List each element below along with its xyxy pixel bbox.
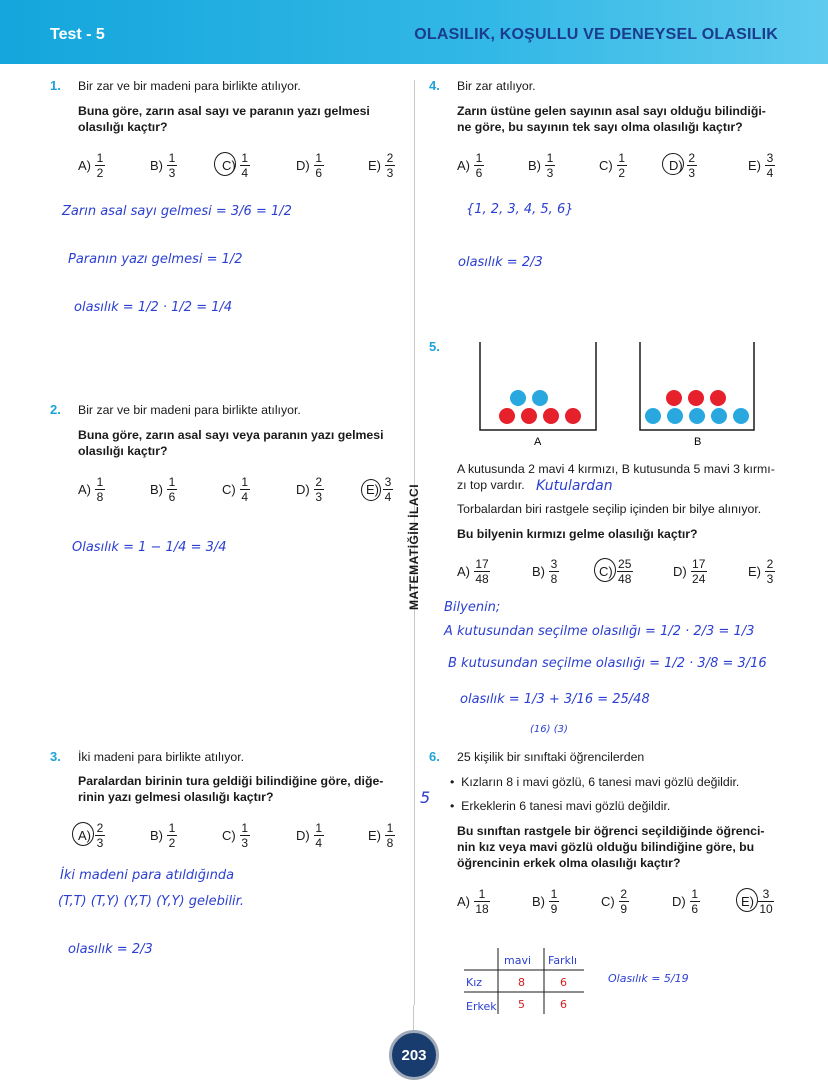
q5-option-e-den: 3 bbox=[766, 572, 774, 586]
q5-option-d-label: D) bbox=[673, 564, 687, 579]
q6-option-d-den: 6 bbox=[691, 902, 699, 916]
q6-option-a-den: 18 bbox=[475, 902, 489, 916]
q5-option-a-label: A) bbox=[457, 564, 470, 579]
q3-option-c-label: C) bbox=[222, 828, 236, 843]
q5-number: 5. bbox=[429, 339, 440, 354]
q1-option-d-num: 1 bbox=[315, 151, 323, 165]
side-brand-label bbox=[407, 483, 425, 610]
q1-option-c-label: C) bbox=[222, 158, 236, 173]
q2-option-a-label: A) bbox=[78, 482, 91, 497]
q5-stem-line1: A kutusunda 2 mavi 4 kırmızı, B kutusunda 5 mavi 3 kırmı- bbox=[457, 462, 775, 476]
q4-note-1: {1, 2, 3, 4, 5, 6} bbox=[466, 202, 574, 217]
q5-option-a-den: 48 bbox=[475, 572, 489, 586]
q4-question-line1: Zarın üstüne gelen sayının asal sayı olduğu bilindiği- bbox=[457, 104, 766, 118]
q6-option-b-label: B) bbox=[532, 894, 545, 909]
q3-number: 3. bbox=[50, 749, 61, 764]
q3-option-b-label: B) bbox=[150, 828, 163, 843]
q1-stem: Bir zar ve bir madeni para birlikte atılıyor. bbox=[78, 79, 301, 93]
q6-question-line1: Bu sınıftan rastgele bir öğrenci seçildiğinde öğrenci- bbox=[457, 824, 765, 838]
q2-option-c-label: C) bbox=[222, 482, 236, 497]
q1-option-d[interactable] bbox=[296, 152, 324, 179]
q3-option-a-den: 3 bbox=[96, 836, 104, 850]
q2-number: 2. bbox=[50, 402, 61, 417]
q1-option-c-den: 4 bbox=[241, 166, 249, 180]
q4-option-a[interactable] bbox=[457, 152, 484, 179]
q3-stem: İki madeni para birlikte atılıyor. bbox=[78, 750, 245, 764]
q4-option-e-num: 3 bbox=[766, 151, 774, 165]
q6-option-c[interactable] bbox=[601, 888, 629, 915]
q3-option-e-den: 8 bbox=[386, 836, 394, 850]
q3-option-a-num: 2 bbox=[96, 821, 104, 835]
q3-option-b[interactable] bbox=[150, 822, 177, 849]
q1-option-b-num: 1 bbox=[168, 151, 176, 165]
q5-option-c-num: 25 bbox=[618, 557, 632, 571]
q2-question-line2: olasılığı kaçtır? bbox=[78, 444, 168, 458]
blue-ball bbox=[711, 408, 727, 424]
red-ball bbox=[565, 408, 581, 424]
q1-option-b[interactable] bbox=[150, 152, 177, 179]
q5-option-e-label: E) bbox=[748, 564, 761, 579]
q5-option-c[interactable] bbox=[599, 558, 633, 585]
q4-option-a-num: 1 bbox=[475, 151, 483, 165]
q1-option-e[interactable] bbox=[368, 152, 395, 179]
q4-option-e-den: 4 bbox=[766, 166, 774, 180]
q6-option-e[interactable] bbox=[741, 888, 774, 915]
red-ball bbox=[521, 408, 537, 424]
q3-option-b-den: 2 bbox=[168, 836, 176, 850]
q5-boxes-figure bbox=[470, 338, 760, 450]
table-cell: 5 bbox=[518, 998, 525, 1011]
red-ball bbox=[688, 390, 704, 406]
q1-question-line2: olasılığı kaçtır? bbox=[78, 120, 168, 134]
q1-option-a-num: 1 bbox=[96, 151, 104, 165]
q6-option-b-num: 1 bbox=[550, 887, 558, 901]
q3-option-e-num: 1 bbox=[386, 821, 394, 835]
q3-option-e-label: E) bbox=[368, 828, 381, 843]
q3-option-a[interactable] bbox=[78, 822, 105, 849]
q4-option-e-label: E) bbox=[748, 158, 761, 173]
q5-option-e[interactable] bbox=[748, 558, 775, 585]
section-title: OLASILIK, KOŞULLU VE DENEYSEL OLASILIK bbox=[414, 26, 778, 43]
q4-option-c[interactable] bbox=[599, 152, 627, 179]
q2-question-line1: Buna göre, zarın asal sayı veya paranın yazı gelmesi bbox=[78, 428, 384, 442]
q1-option-b-den: 3 bbox=[168, 166, 176, 180]
q5-stem-line2: zı top vardır. bbox=[457, 478, 525, 492]
q2-option-e-den: 4 bbox=[384, 490, 392, 504]
q4-option-b-num: 1 bbox=[546, 151, 554, 165]
q3-question-line2: rinin yazı gelmesi olasılığı kaçtır? bbox=[78, 790, 274, 804]
red-ball bbox=[499, 408, 515, 424]
q4-option-b-den: 3 bbox=[546, 166, 554, 180]
q6-note-result: Olasılık = 5/19 bbox=[608, 972, 689, 985]
q6-option-c-den: 9 bbox=[620, 902, 628, 916]
blue-ball bbox=[667, 408, 683, 424]
red-ball bbox=[543, 408, 559, 424]
table-row-erkek: Erkek bbox=[466, 1000, 497, 1013]
q5-note-bilyenin: Bilyenin; bbox=[444, 600, 501, 615]
q5-option-d[interactable] bbox=[673, 558, 707, 585]
q2-note-1: Olasılık = 1 − 1/4 = 3/4 bbox=[72, 540, 227, 555]
q5-option-b[interactable] bbox=[532, 558, 559, 585]
q3-option-a-label: A) bbox=[78, 828, 91, 843]
q6-question-line2: nin kız veya mavi gözlü olduğu bilindiğine göre, bu bbox=[457, 840, 755, 854]
q4-option-d-den: 3 bbox=[688, 166, 696, 180]
box-a bbox=[480, 342, 596, 430]
q5-note-b-kutusu: B kutusundan seçilme olasılığı = 1/2 · 3/8 = 3/16 bbox=[448, 656, 767, 671]
q6-stem: 25 kişilik bir sınıftaki öğrencilerden bbox=[457, 750, 645, 764]
q3-option-d-den: 4 bbox=[315, 836, 323, 850]
q5-option-d-num: 17 bbox=[692, 557, 706, 571]
q1-note-3: olasılık = 1/2 · 1/2 = 1/4 bbox=[74, 300, 233, 315]
q6-option-a-label: A) bbox=[457, 894, 470, 909]
q6-bullet-1-text: Kızların 8 i mavi gözlü, 6 tanesi mavi gözlü değildir. bbox=[461, 775, 740, 789]
q2-stem: Bir zar ve bir madeni para birlikte atılıyor. bbox=[78, 403, 301, 417]
q6-option-d[interactable] bbox=[672, 888, 700, 915]
blue-ball bbox=[645, 408, 661, 424]
q2-option-b[interactable] bbox=[150, 476, 177, 503]
q5-note-kutulardan: Kutulardan bbox=[536, 478, 613, 494]
q2-option-b-label: B) bbox=[150, 482, 163, 497]
q5-option-c-den: 48 bbox=[618, 572, 632, 586]
q6-option-e-label: E) bbox=[741, 894, 754, 909]
q5-note-a-kutusu: A kutusundan seçilme olasılığı = 1/2 · 2/3 = 1/3 bbox=[444, 624, 755, 639]
q5-note-multipliers: (16) (3) bbox=[530, 724, 568, 735]
q5-note-result: olasılık = 1/3 + 3/16 = 25/48 bbox=[460, 692, 650, 707]
q1-option-e-den: 3 bbox=[386, 166, 394, 180]
q3-note-3: olasılık = 2/3 bbox=[68, 942, 153, 957]
q1-note-2: Paranın yazı gelmesi = 1/2 bbox=[68, 252, 243, 267]
q4-option-a-den: 6 bbox=[475, 166, 483, 180]
q5-option-e-num: 2 bbox=[766, 557, 774, 571]
q2-option-b-num: 1 bbox=[168, 475, 176, 489]
q3-note-2: (T,T) (T,Y) (Y,T) (Y,Y) gelebilir. bbox=[58, 894, 244, 909]
q1-option-a-label: A) bbox=[78, 158, 91, 173]
q5-option-b-den: 8 bbox=[550, 572, 558, 586]
q4-option-c-den: 2 bbox=[618, 166, 626, 180]
q6-option-e-num: 3 bbox=[762, 887, 770, 901]
q6-option-d-label: D) bbox=[672, 894, 686, 909]
q2-option-d-den: 3 bbox=[315, 490, 323, 504]
q2-option-d[interactable] bbox=[296, 476, 324, 503]
page-number: 203 bbox=[389, 1030, 439, 1080]
q6-option-e-den: 10 bbox=[759, 902, 773, 916]
q3-option-d[interactable] bbox=[296, 822, 324, 849]
q5-option-a[interactable] bbox=[457, 558, 490, 585]
q1-option-d-den: 6 bbox=[315, 166, 323, 180]
q2-option-e-label: E) bbox=[366, 482, 379, 497]
red-ball bbox=[666, 390, 682, 406]
q3-option-c-den: 3 bbox=[241, 836, 249, 850]
q4-note-2: olasılık = 2/3 bbox=[458, 255, 543, 270]
blue-ball bbox=[689, 408, 705, 424]
q3-question-line1: Paralardan birinin tura geldiği bilindiğine göre, diğe- bbox=[78, 774, 384, 788]
q5-option-b-num: 3 bbox=[550, 557, 558, 571]
q4-option-a-label: A) bbox=[457, 158, 470, 173]
q6-option-c-label: C) bbox=[601, 894, 615, 909]
header-bar bbox=[0, 0, 828, 64]
q4-option-b-label: B) bbox=[528, 158, 541, 173]
q1-option-a-den: 2 bbox=[96, 166, 104, 180]
q6-option-b[interactable] bbox=[532, 888, 559, 915]
q4-option-e[interactable] bbox=[748, 152, 775, 179]
table-cell: 6 bbox=[560, 976, 567, 989]
q5-stem2: Torbalardan biri rastgele seçilip içinden bir bilye alınıyor. bbox=[457, 502, 762, 516]
q5-option-c-label: C) bbox=[599, 564, 613, 579]
q3-note-1: İki madeni para atıldığında bbox=[60, 868, 235, 883]
q3-option-d-label: D) bbox=[296, 828, 310, 843]
page-stem bbox=[413, 1005, 414, 1033]
table-header-mavi: mavi bbox=[504, 954, 532, 967]
q4-stem: Bir zar atılıyor. bbox=[457, 79, 536, 93]
q6-note-5: 5 bbox=[420, 788, 431, 807]
q6-option-d-num: 1 bbox=[691, 887, 699, 901]
table-cell: 6 bbox=[560, 998, 567, 1011]
q4-option-b[interactable] bbox=[528, 152, 555, 179]
q6-number: 6. bbox=[429, 749, 440, 764]
box-b-label: B bbox=[694, 436, 702, 448]
q6-option-a-num: 1 bbox=[478, 887, 486, 901]
q1-note-1: Zarın asal sayı gelmesi = 3/6 = 1/2 bbox=[62, 204, 292, 219]
q3-option-e[interactable] bbox=[368, 822, 395, 849]
q4-option-d[interactable] bbox=[669, 152, 697, 179]
table-header-farkli: Farklı bbox=[548, 954, 578, 967]
q4-option-c-label: C) bbox=[599, 158, 613, 173]
q5-question: Bu bilyenin kırmızı gelme olasılığı kaçtır? bbox=[457, 527, 698, 541]
q4-option-c-num: 1 bbox=[618, 151, 626, 165]
q1-number: 1. bbox=[50, 78, 61, 93]
test-label: Test - 5 bbox=[50, 26, 105, 43]
q4-option-d-num: 2 bbox=[688, 151, 696, 165]
q1-option-e-num: 2 bbox=[386, 151, 394, 165]
q6-option-c-num: 2 bbox=[620, 887, 628, 901]
q6-option-a[interactable] bbox=[457, 888, 490, 915]
q1-option-a[interactable] bbox=[78, 152, 105, 179]
q3-option-d-num: 1 bbox=[315, 821, 323, 835]
q6-bullet-1: • Kızların 8 i mavi gözlü, 6 tanesi mavi gözlü değildir. bbox=[450, 775, 740, 789]
box-b bbox=[640, 342, 754, 430]
q6-table bbox=[462, 948, 592, 1016]
q2-option-a-num: 1 bbox=[96, 475, 104, 489]
q5-option-b-label: B) bbox=[532, 564, 545, 579]
side-brand-text: MATEMATİĞİN İLACI bbox=[407, 483, 421, 610]
q2-option-d-label: D) bbox=[296, 482, 310, 497]
blue-ball bbox=[532, 390, 548, 406]
q2-option-b-den: 6 bbox=[168, 490, 176, 504]
table-cell: 8 bbox=[518, 976, 525, 989]
q4-question-line2: ne göre, bu sayının tek sayı olma olasılığı kaçtır? bbox=[457, 120, 743, 134]
q5-option-a-num: 17 bbox=[475, 557, 489, 571]
table-row-kiz: Kız bbox=[466, 976, 483, 989]
q2-option-c-num: 1 bbox=[241, 475, 249, 489]
q1-question-line1: Buna göre, zarın asal sayı ve paranın yazı gelmesi bbox=[78, 104, 370, 118]
q1-option-d-label: D) bbox=[296, 158, 310, 173]
q6-question-line3: öğrencinin erkek olma olasılığı kaçtır? bbox=[457, 856, 681, 870]
box-a-label: A bbox=[534, 436, 542, 448]
q3-option-c[interactable] bbox=[222, 822, 250, 849]
q2-option-c[interactable] bbox=[222, 476, 250, 503]
blue-ball bbox=[733, 408, 749, 424]
q3-option-b-num: 1 bbox=[168, 821, 176, 835]
q2-option-e-num: 3 bbox=[384, 475, 392, 489]
q6-bullet-2-text: Erkeklerin 6 tanesi mavi gözlü değildir. bbox=[461, 799, 671, 813]
q5-option-d-den: 24 bbox=[692, 572, 706, 586]
q6-bullet-2: • Erkeklerin 6 tanesi mavi gözlü değildir. bbox=[450, 799, 671, 813]
q2-option-d-num: 2 bbox=[315, 475, 323, 489]
q2-option-e[interactable] bbox=[366, 476, 393, 503]
q1-option-c[interactable] bbox=[222, 152, 250, 179]
q1-option-b-label: B) bbox=[150, 158, 163, 173]
q2-option-c-den: 4 bbox=[241, 490, 249, 504]
q3-option-c-num: 1 bbox=[241, 821, 249, 835]
q1-option-c-num: 1 bbox=[241, 151, 249, 165]
q4-option-d-label: D) bbox=[669, 158, 683, 173]
q4-number: 4. bbox=[429, 78, 440, 93]
q1-option-e-label: E) bbox=[368, 158, 381, 173]
q6-option-b-den: 9 bbox=[550, 902, 558, 916]
q2-option-a-den: 8 bbox=[96, 490, 104, 504]
red-ball bbox=[710, 390, 726, 406]
blue-ball bbox=[510, 390, 526, 406]
q2-option-a[interactable] bbox=[78, 476, 105, 503]
